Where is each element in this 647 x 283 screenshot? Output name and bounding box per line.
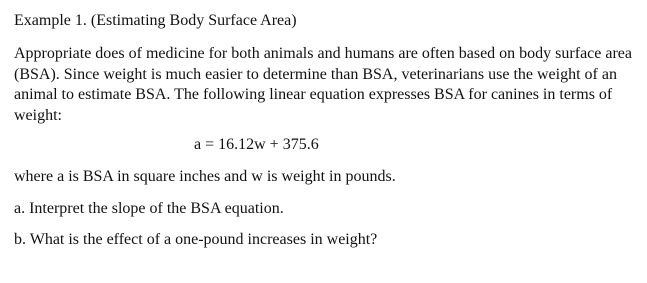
example-title: Example 1. (Estimating Body Surface Area) bbox=[14, 12, 297, 29]
paragraph-line: Appropriate does of medicine for both animals and humans are often based on body surface area bbox=[14, 45, 632, 62]
question-a: a. Interpret the slope of the BSA equation. bbox=[14, 200, 284, 217]
intro-paragraph bbox=[14, 44, 639, 126]
paragraph-line: (BSA). Since weight is much easier to determine than BSA, veterinarians use the weight of an bbox=[14, 65, 617, 83]
question-b: b. What is the effect of a one-pound increases in weight? bbox=[14, 231, 378, 248]
bsa-equation: a = 16.12w + 375.6 bbox=[194, 136, 319, 153]
paragraph-line: animal to estimate BSA. The following linear equation expresses BSA for canines in terms of bbox=[14, 86, 613, 103]
variable-definition: where a is BSA in square inches and w is weight in pounds. bbox=[14, 168, 396, 185]
paragraph-line: weight: bbox=[14, 106, 62, 124]
